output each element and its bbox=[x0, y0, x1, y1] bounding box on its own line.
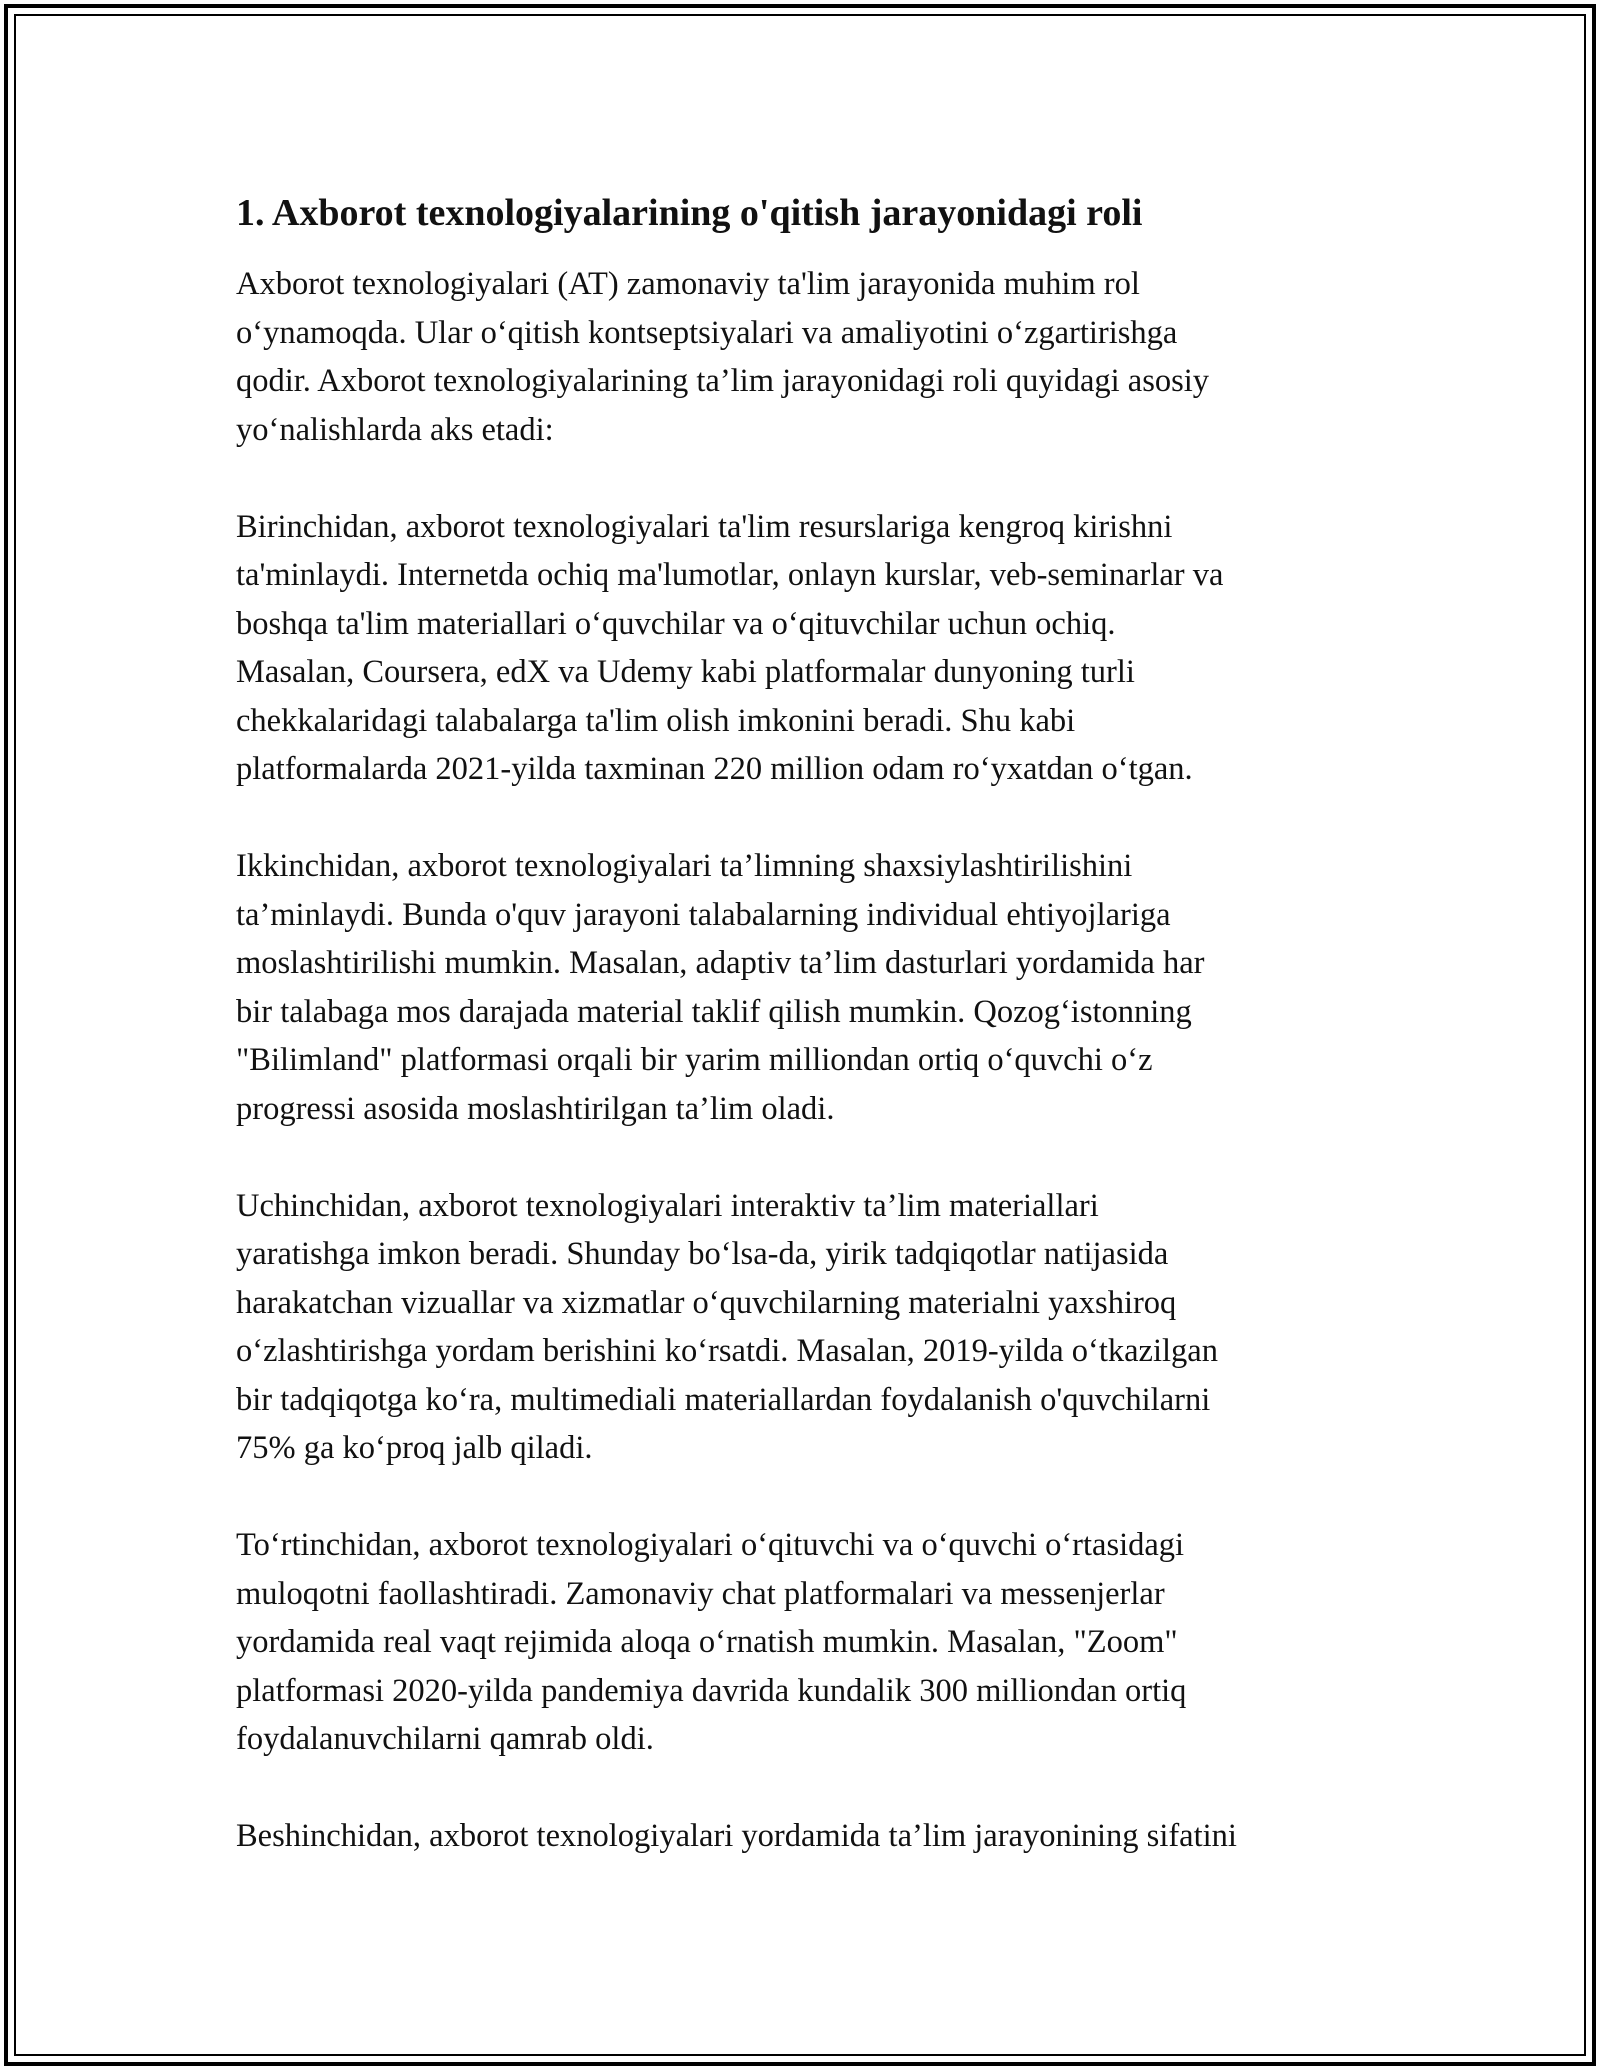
paragraph-second bbox=[236, 842, 1386, 1133]
text-line: Ikkinchidan, axborot texnologiyalari ta’limning shaxsiylashtirilishini bbox=[236, 848, 1133, 884]
text-line: boshqa ta'lim materiallari o‘quvchilar va o‘qituvchilar uchun ochiq. bbox=[236, 605, 1116, 642]
text-line: yordamida real vaqt rejimida aloqa o‘rnatish mumkin. Masalan, "Zoom" bbox=[236, 1624, 1178, 1660]
text-line: platformasi 2020-yilda pandemiya davrida kundalik 300 milliondan ortiq bbox=[236, 1672, 1187, 1709]
text-line: bir tadqiqotga ko‘ra, multimediali materiallardan foydalanish o'quvchilarni bbox=[236, 1381, 1211, 1418]
text-line: ta'minlaydi. Internetda ochiq ma'lumotlar, onlayn kurslar, veb-seminarlar va bbox=[236, 557, 1224, 593]
paragraph-third bbox=[236, 1182, 1386, 1473]
text-line: To‘rtinchidan, axborot texnologiyalari o‘qituvchi va o‘quvchi o‘rtasidagi bbox=[236, 1527, 1185, 1563]
text-line: Birinchidan, axborot texnologiyalari ta'lim resurslariga kengroq kirishni bbox=[236, 508, 1173, 545]
text-line: yo‘nalishlarda aks etadi: bbox=[236, 411, 554, 448]
text-line: chekkalaridagi talabalarga ta'lim olish imkonini beradi. Shu kabi bbox=[236, 702, 1076, 739]
text-line: Masalan, Coursera, edX va Udemy kabi platformalar dunyoning turli bbox=[236, 654, 1135, 690]
paragraph-fourth bbox=[236, 1521, 1386, 1764]
text-line: harakatchan vizuallar va xizmatlar o‘quvchilarning materialni yaxshiroq bbox=[236, 1284, 1177, 1321]
text-line: moslashtirilishi mumkin. Masalan, adaptiv ta’lim dasturlari yordamida har bbox=[236, 945, 1205, 981]
text-line: platformalarda 2021-yilda taxminan 220 million odam ro‘yxatdan o‘tgan. bbox=[236, 751, 1193, 787]
text-line: bir talabaga mos darajada material taklif qilish mumkin. Qozog‘istonning bbox=[236, 993, 1192, 1030]
paragraph-intro bbox=[236, 260, 1386, 454]
document-body bbox=[236, 188, 1386, 1909]
paragraph-first bbox=[236, 503, 1386, 794]
text-line: foydalanuvchilarni qamrab oldi. bbox=[236, 1721, 654, 1757]
text-line: 75% ga ko‘proq jalb qiladi. bbox=[236, 1430, 593, 1466]
text-line: Axborot texnologiyalari (AT) zamonaviy ta'lim jarayonida muhim rol bbox=[236, 266, 1140, 302]
text-line: "Bilimland" platformasi orqali bir yarim milliondan ortiq o‘quvchi o‘z bbox=[236, 1042, 1153, 1078]
paragraph-fifth bbox=[236, 1812, 1386, 1861]
text-line: ta’minlaydi. Bunda o'quv jarayoni talabalarning individual ehtiyojlariga bbox=[236, 896, 1171, 933]
text-line: o‘ynamoqda. Ular o‘qitish kontseptsiyalari va amaliyotini o‘zgartirishga bbox=[236, 314, 1178, 351]
text-line: yaratishga imkon beradi. Shunday bo‘lsa-da, yirik tadqiqotlar natijasida bbox=[236, 1236, 1169, 1272]
text-line: progressi asosida moslashtirilgan ta’lim oladi. bbox=[236, 1090, 835, 1127]
text-line: muloqotni faollashtiradi. Zamonaviy chat platformalari va messenjerlar bbox=[236, 1575, 1165, 1612]
text-line: o‘zlashtirishga yordam berishini ko‘rsatdi. Masalan, 2019-yilda o‘tkazilgan bbox=[236, 1333, 1218, 1369]
document-title: 1. Axborot texnologiyalarining o'qitish jarayonidagi roli bbox=[236, 192, 1143, 234]
text-line: Beshinchidan, axborot texnologiyalari yordamida ta’lim jarayonining sifatini bbox=[236, 1818, 1237, 1854]
text-line: qodir. Axborot texnologiyalarining ta’lim jarayonidagi roli quyidagi asosiy bbox=[236, 363, 1210, 399]
text-line: Uchinchidan, axborot texnologiyalari interaktiv ta’lim materiallari bbox=[236, 1187, 1099, 1224]
